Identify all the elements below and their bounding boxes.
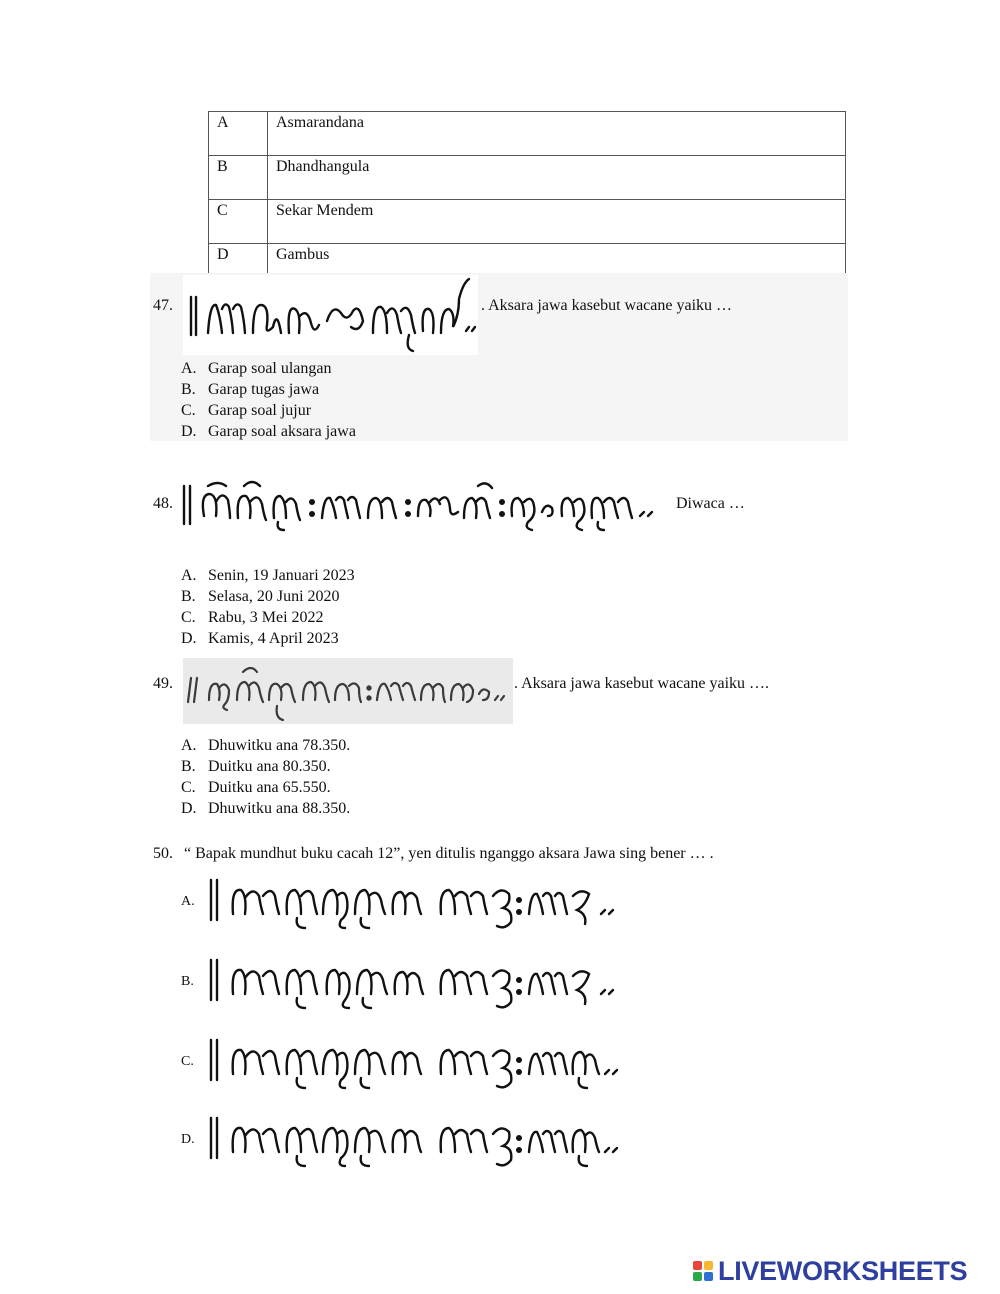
answer-text: Senin, 19 Januari 2023 [208, 567, 355, 584]
question-47-answers [181, 358, 356, 442]
logo-block [693, 1261, 702, 1270]
javanese-script-image-48 [178, 472, 670, 534]
javanese-option-d[interactable] [205, 1112, 625, 1170]
answer-letter: A. [181, 567, 197, 584]
answer-text: Selasa, 20 Juni 2020 [208, 588, 340, 605]
answer-option-d[interactable]: D. [181, 1132, 195, 1147]
question-49-answers [181, 735, 350, 819]
javanese-script-image-47 [183, 275, 478, 355]
answer-text: Rabu, 3 Mei 2022 [208, 609, 324, 626]
answer-letter: B. [181, 588, 196, 605]
answer-option[interactable] [181, 358, 356, 379]
table-option-text: Sekar Mendem [268, 200, 846, 244]
answer-letter: B. [181, 381, 196, 398]
answer-option[interactable] [181, 379, 356, 400]
question-48-number: 48. [153, 495, 173, 512]
answer-letter: D. [181, 800, 197, 817]
table-option-text: Dhandhangula [268, 156, 846, 200]
answer-letter: C. [181, 609, 196, 626]
answer-text: Garap soal aksara jawa [208, 423, 356, 440]
answer-option[interactable] [181, 607, 355, 628]
answer-text: Duitku ana 65.550. [208, 779, 331, 796]
table-letter: D [209, 244, 268, 288]
table-row [209, 200, 846, 244]
question-47-number: 47. [153, 297, 173, 314]
javanese-option-c[interactable] [205, 1034, 625, 1092]
question-47-text: . Aksara jawa kasebut wacane yaiku … [481, 297, 733, 314]
answer-letter: A. [181, 737, 197, 754]
logo-block [704, 1261, 713, 1270]
answer-option[interactable] [181, 586, 355, 607]
javanese-script-image-49 [183, 658, 513, 724]
table-option-text: Gambus [268, 244, 846, 288]
liveworksheets-logo [693, 1255, 968, 1286]
answer-option-b[interactable]: B. [181, 974, 194, 989]
question-48-answers [181, 565, 355, 649]
javanese-option-b[interactable] [205, 954, 625, 1012]
answer-option[interactable] [181, 565, 355, 586]
answer-letter: C. [181, 402, 196, 419]
question-50-text: “ Bapak mundhut buku cacah 12”, yen ditulis nganggo aksara Jawa sing bener … . [184, 845, 714, 862]
answer-letter: C. [181, 779, 196, 796]
question-50-number: 50. [153, 845, 173, 862]
brand-name: LIVEWORKSHEETS [718, 1255, 968, 1286]
question-49-number: 49. [153, 675, 173, 692]
question-48-text: Diwaca … [676, 495, 745, 512]
answer-letter: D. [181, 423, 197, 440]
logo-block [693, 1272, 702, 1281]
options-table [208, 111, 846, 288]
table-row [209, 112, 846, 156]
logo-block [704, 1272, 713, 1281]
answer-option[interactable] [181, 400, 356, 421]
answer-text: Dhuwitku ana 88.350. [208, 800, 351, 817]
table-letter: C [209, 200, 268, 244]
question-49-text: . Aksara jawa kasebut wacane yaiku …. [514, 675, 770, 692]
answer-option[interactable] [181, 777, 350, 798]
table-option-text: Asmarandana [268, 112, 846, 156]
answer-text: Garap soal jujur [208, 402, 312, 419]
table-letter: A [209, 112, 268, 156]
answer-letter: D. [181, 630, 197, 647]
answer-option[interactable] [181, 756, 350, 777]
answer-option[interactable] [181, 421, 356, 442]
answer-option[interactable] [181, 798, 350, 819]
answer-text: Garap soal ulangan [208, 360, 332, 377]
answer-text: Garap tugas jawa [208, 381, 320, 398]
answer-text: Kamis, 4 April 2023 [208, 630, 339, 647]
answer-text: Dhuwitku ana 78.350. [208, 737, 351, 754]
answer-option[interactable] [181, 735, 350, 756]
table-row [209, 156, 846, 200]
javanese-option-a[interactable] [205, 874, 625, 932]
answer-option-a[interactable]: A. [181, 894, 195, 909]
answer-letter: A. [181, 360, 197, 377]
answer-letter: B. [181, 758, 196, 775]
logo-blocks-icon [693, 1261, 713, 1281]
answer-option-c[interactable]: C. [181, 1054, 194, 1069]
table-letter: B [209, 156, 268, 200]
answer-text: Duitku ana 80.350. [208, 758, 331, 775]
answer-option[interactable] [181, 628, 355, 649]
